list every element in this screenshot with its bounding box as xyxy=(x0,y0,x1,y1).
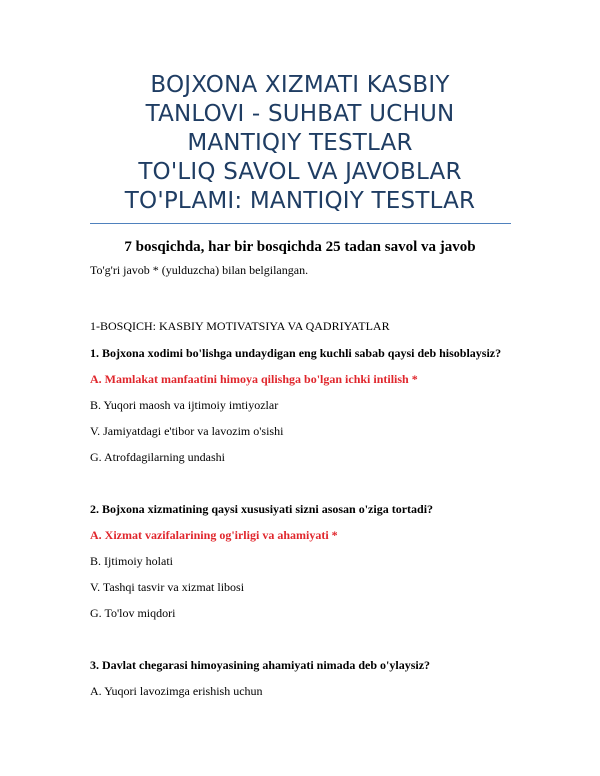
title-divider xyxy=(90,223,511,224)
question-text: 2. Bojxona xizmatining qaysi xususiyati sizni asosan o'ziga tortadi? xyxy=(90,502,434,516)
title-line: TO'LIQ SAVOL VA JAVOBLAR xyxy=(138,159,462,185)
answer-option: V. Tashqi tasvir va xizmat libosi xyxy=(90,580,245,594)
title-line: TO'PLAMI: MANTIQIY TESTLAR xyxy=(124,188,476,214)
title-line: MANTIQIY TESTLAR xyxy=(187,130,413,156)
question-text: 3. Davlat chegarasi himoyasining ahamiyati nimada deb o'ylaysiz? xyxy=(90,658,431,672)
answer-option-correct: A. Mamlakat manfaatini himoya qilishga bo'lgan ichki intilish * xyxy=(90,372,418,386)
answer-option-correct: A. Xizmat vazifalarining og'irligi va ahamiyati * xyxy=(90,528,338,542)
answer-option: A. Yuqori lavozimga erishish uchun xyxy=(90,684,263,698)
title-line: BOJXONA XIZMATI KASBIY xyxy=(150,72,450,98)
section-heading: 1-BOSQICH: KASBIY MOTIVATSIYA VA QADRIYATLAR xyxy=(90,319,390,333)
answer-option: B. Yuqori maosh va ijtimoiy imtiyozlar xyxy=(90,398,279,412)
answer-option: B. Ijtimoiy holati xyxy=(90,554,173,568)
answer-option: G. Atrofdagilarning undashi xyxy=(90,450,225,464)
question-text: 1. Bojxona xodimi bo'lishga undaydigan eng kuchli sabab qaysi deb hisoblaysiz? xyxy=(90,346,502,360)
answer-option: V. Jamiyatdagi e'tibor va lavozim o'sishi xyxy=(90,424,284,438)
answer-option: G. To'lov miqdori xyxy=(90,606,176,620)
document-title xyxy=(90,71,510,216)
answer-key-note: To'g'ri javob * (yulduzcha) bilan belgilangan. xyxy=(90,263,309,277)
title-line: TANLOVI - SUHBAT UCHUN xyxy=(145,101,455,127)
document-subtitle: 7 bosqichda, har bir bosqichda 25 tadan savol va javob xyxy=(124,239,476,255)
